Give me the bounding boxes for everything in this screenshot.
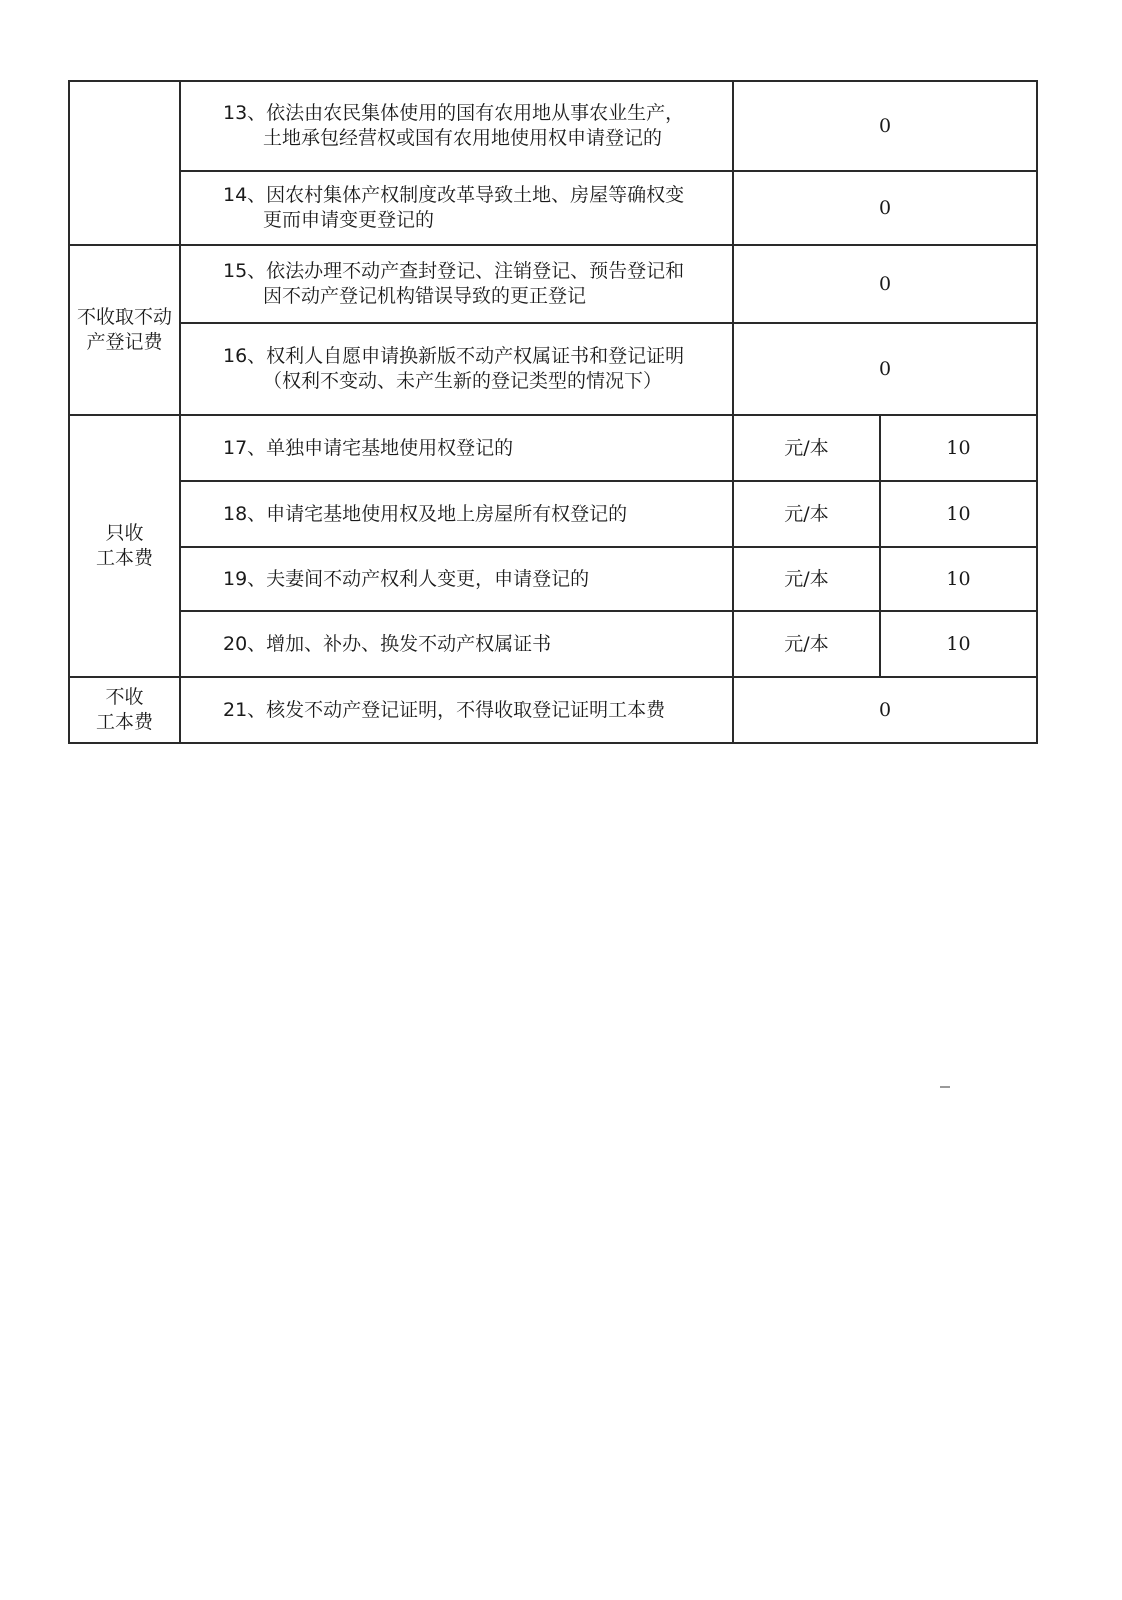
item-text: 17、单独申请宅基地使用权登记的: [223, 436, 514, 459]
value-cell: 0: [733, 81, 1037, 171]
category-label: 不收取不动 产登记费: [76, 306, 172, 353]
item-text: 19、夫妻间不动产权利人变更，申请登记的: [223, 567, 590, 590]
table-row: [69, 547, 1037, 611]
value-cell: 10: [880, 481, 1037, 547]
value-cell: 0: [733, 323, 1037, 415]
category-cell-continued: [69, 81, 180, 245]
unit-cell: 元/本: [733, 481, 880, 547]
unit-cell: 元/本: [733, 547, 880, 611]
category-cell: [69, 677, 180, 743]
item-cell: [180, 245, 733, 323]
table-row: [69, 677, 1037, 743]
value-cell: 0: [733, 171, 1037, 245]
item-cell: [180, 677, 733, 743]
item-cell: [180, 171, 733, 245]
unit-cell: 元/本: [733, 415, 880, 481]
item-text: 18、申请宅基地使用权及地上房屋所有权登记的: [223, 502, 628, 525]
item-cell: [180, 81, 733, 171]
value-cell: 10: [880, 547, 1037, 611]
scan-speck-mark: [940, 1086, 950, 1088]
table-row: [69, 611, 1037, 677]
table-row: [69, 415, 1037, 481]
item-text: 20、增加、补办、换发不动产权属证书: [223, 632, 552, 655]
category-label: 不收 工本费: [95, 686, 153, 733]
value-cell: 0: [733, 245, 1037, 323]
category-cell: [69, 245, 180, 415]
table-row: [69, 245, 1037, 323]
item-cell: [180, 323, 733, 415]
category-cell: [69, 415, 180, 677]
item-cell: [180, 611, 733, 677]
item-cell: [180, 415, 733, 481]
item-text: 15、依法办理不动产查封登记、注销登记、预告登记和因不动产登记机构错误导致的更正登记: [223, 260, 685, 307]
category-label: 只收 工本费: [95, 522, 153, 569]
table-row: [69, 81, 1037, 171]
item-text: 16、权利人自愿申请换新版不动产权属证书和登记证明（权利不变动、未产生新的登记类型的情况下）: [223, 345, 685, 392]
table-row: [69, 323, 1037, 415]
table-row: [69, 481, 1037, 547]
value-cell: 10: [880, 611, 1037, 677]
unit-cell: 元/本: [733, 611, 880, 677]
table-row: [69, 171, 1037, 245]
value-cell: 10: [880, 415, 1037, 481]
value-cell: 0: [733, 677, 1037, 743]
item-text: 14、因农村集体产权制度改革导致土地、房屋等确权变更而申请变更登记的: [223, 184, 685, 231]
item-cell: [180, 547, 733, 611]
item-text: 13、依法由农民集体使用的国有农用地从事农业生产，土地承包经营权或国有农用地使用权申请登记的: [223, 102, 685, 149]
item-cell: [180, 481, 733, 547]
fee-table: [68, 80, 1038, 744]
item-text: 21、核发不动产登记证明，不得收取登记证明工本费: [223, 698, 666, 721]
